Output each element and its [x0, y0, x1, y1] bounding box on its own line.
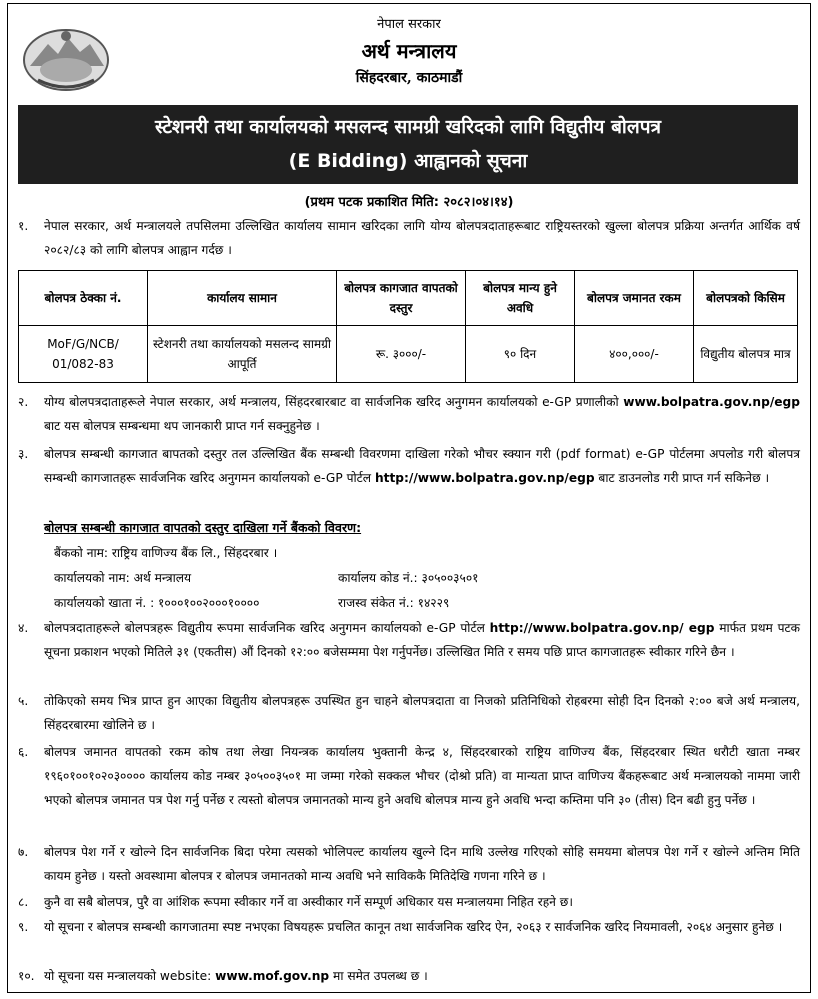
cell-item: स्टेशनरी तथा कार्यालयको मसलन्द सामग्री आपूर्ति — [148, 326, 337, 383]
cell-bid-type: विद्युतीय बोलपत्र मात्र — [694, 326, 798, 383]
egp-link[interactable]: www.bolpatra.gov.np/egp — [623, 395, 800, 409]
paragraph-number: १०. — [18, 969, 35, 983]
egp-link[interactable]: http://www.bolpatra.gov.np/ egp — [489, 621, 715, 635]
title-line-2: (E Bidding) आह्वानको सूचना — [288, 150, 528, 172]
ministry-name: अर्थ मन्त्रालय — [361, 39, 457, 63]
cell-doc-fee: रू. ३०००/- — [337, 326, 466, 383]
paragraph-text: मार्फत प्रथम पटक सूचना प्रकाशन भएको मितिले ३१ (एकतीस) औं दिनको १२:०० बजेसम्ममा पेश गर्नुपर्नेछ। उल्लिखित मिति र समय पछि प्राप्त कागजातहरू स्वीकार गरिने छैन । — [44, 621, 800, 659]
paragraph-number: २. — [18, 395, 29, 409]
office-name: कार्यालयको नाम: अर्थ मन्त्रालय — [54, 571, 192, 585]
paragraph-text: यो सूचना र बोलपत्र सम्बन्धी कागजातमा स्पष्ट नभएका विषयहरू प्रचलित कानून तथा सार्वजनिक खरिद ऐन, २०६३ र सार्वजनिक खरिद नियमावली, २०६४ अनुसार हुनेछ । — [44, 920, 783, 934]
paragraph-number: १. — [18, 219, 29, 233]
paragraph-text: बोलपत्रदाताहरूले बोलपत्रहरू विद्युतीय रूपमा सार्वजनिक खरिद अनुगमन कार्यालयको e-GP पोर्टल — [44, 621, 490, 635]
paragraph-text: कुनै वा सबै बोलपत्र, पुरै वा आंशिक रूपमा स्वीकार गर्ने वा अस्वीकार गर्ने सम्पूर्ण अधिकार यस मन्त्रालयमा निहित रहने छ। — [44, 895, 573, 909]
paragraph-text: यो सूचना यस मन्त्रालयको website: — [44, 969, 216, 983]
paragraph-text: बाट यस बोलपत्र सम्बन्धमा थप जानकारी प्राप्त गर्न सक्नुहुनेछ । — [44, 419, 320, 433]
ministry-location: सिंहदरबार, काठमाडौं — [355, 70, 463, 86]
table-header-row — [19, 271, 798, 326]
paragraph-number: ६. — [18, 745, 29, 759]
paragraph-text: नेपाल सरकार, अर्थ मन्त्रालयले तपसिलमा उल्लिखित कार्यालय सामान खरिदका लागि योग्य बोलपत्रदाताहरूबाट राष्ट्रियस्तरको खुल्ला बोलपत्र प्रक्रिया अन्तर्गत आर्थिक वर्ष २०८२/८३ को लागि बोलपत्र आह्वान गर्दछ । — [44, 219, 800, 257]
revenue-code: राजस्व संकेत नं.: १४२२९ — [338, 596, 450, 610]
mof-website-link[interactable]: www.mof.gov.np — [215, 969, 330, 983]
egp-link[interactable]: http://www.bolpatra.gov.np/egp — [374, 471, 595, 485]
notice-title-banner — [18, 105, 798, 184]
paragraph-6 — [18, 740, 800, 812]
col-security: बोलपत्र जमानत रकम — [575, 271, 694, 326]
paragraph-3 — [18, 442, 800, 490]
paragraph-number: ३. — [18, 447, 29, 461]
paragraph-text: तोकिएको समय भित्र प्राप्त हुन आएका विद्युतीय बोलपत्रहरू उपस्थित हुन चाहने बोलपत्रदाता वा निजको प्रतिनिधिको रोहबरमा सोही दिन दिनको २:०० बजे अर्थ मन्त्रालय, सिंहदरबारमा खोलिने छ । — [44, 694, 800, 732]
paragraph-number: ४. — [18, 621, 29, 635]
paragraph-text: मा समेत उपलब्ध छ । — [329, 969, 428, 983]
paragraph-number: ८. — [18, 895, 29, 909]
publication-date: (प्रथम पटक प्रकाशित मिति: २०८२।०४।१४) — [304, 195, 514, 210]
paragraph-2 — [18, 390, 800, 438]
paragraph-text: बोलपत्र पेश गर्ने र खोल्ने दिन सार्वजनिक बिदा परेमा त्यसको भोलिपल्ट कार्यालय खुल्ने दिन माथि उल्लेख गरिएको सोहि समयमा बोलपत्र पेश गर्ने र खोल्ने अन्तिम मिति कायम हुनेछ । यस्तो अवस्थामा बोलपत्र र बोलपत्र जमानतको मान्य अवधि भने साविककै मितिदेखि गणना गरिने छ । — [44, 845, 800, 883]
paragraph-5 — [18, 689, 800, 737]
col-item: कार्यालय सामान — [148, 271, 337, 326]
paragraph-1 — [18, 214, 800, 262]
paragraph-text: बाट डाउनलोड गरी प्राप्त गर्न सकिनेछ । — [594, 471, 770, 485]
office-code: कार्यालय कोड नं.: ३०५००३५०१ — [338, 571, 479, 585]
col-validity: बोलपत्र मान्य हुने अवधि — [466, 271, 575, 326]
title-line-1: स्टेशनरी तथा कार्यालयको मसलन्द सामग्री खरिदको लागि विद्युतीय बोलपत्र — [154, 116, 662, 138]
paragraph-4 — [18, 616, 800, 664]
paragraph-number: ७. — [18, 845, 29, 859]
paragraph-10 — [18, 964, 800, 988]
bank-details-heading: बोलपत्र सम्बन्धी कागजात वापतको दस्तुर दाखिला गर्ने बैंकको विवरण: — [44, 520, 362, 535]
paragraph-number: ९. — [18, 920, 29, 934]
paragraph-number: ५. — [18, 694, 29, 708]
cell-validity: ९० दिन — [466, 326, 575, 383]
paragraph-7 — [18, 840, 800, 888]
cell-security: ४००,०००/- — [575, 326, 694, 383]
col-bid-type: बोलपत्रको किसिम — [694, 271, 798, 326]
paragraph-9 — [18, 915, 800, 939]
col-doc-fee: बोलपत्र कागजात वापतको दस्तुर — [337, 271, 466, 326]
cell-contract-no: MoF/G/NCB/ 01/082-83 — [19, 326, 148, 383]
bid-table — [18, 270, 798, 383]
government-name: नेपाल सरकार — [377, 17, 441, 32]
col-contract-no: बोलपत्र ठेक्का नं. — [19, 271, 148, 326]
notice-page — [7, 3, 811, 993]
account-number: कार्यालयको खाता नं. : १०००१००२०००१०००० — [54, 596, 260, 610]
paragraph-text: बोलपत्र जमानत वापतको रकम कोष तथा लेखा नियन्त्रक कार्यालय भुक्तानी केन्द्र ४, सिंहदरबारको राष्ट्रिय वाणिज्य बैंक, सिंहदरबार स्थित धरौटी खाता नम्बर १९६०१००१०२०३०००० कार्यालय कोड नम्बर ३०५००३५०१ मा जम्मा गरेको सक्कल भौचर (दोश्रो प्रति) वा मान्यता प्राप्त वाणिज्य बैंकहरूबाट अर्थ मन्त्रालयको नाममा जारी भएको बोलपत्र जमानत पत्र पेश गर्नु पर्नेछ र त्यस्तो बोलपत्र जमानतको मान्य हुने अवधि बोलपत्र मान्य हुने अवधि भन्दा कम्तिमा पनि ३० (तीस) दिन बढी हुनु पर्नेछ । — [44, 745, 800, 807]
table-row — [19, 326, 798, 383]
paragraph-text: योग्य बोलपत्रदाताहरूले नेपाल सरकार, अर्थ मन्त्रालय, सिंहदरबारबाट वा सार्वजनिक खरिद अनुगमन कार्यालयको e-GP प्रणालीको — [44, 395, 624, 409]
paragraph-8 — [18, 890, 800, 914]
paragraph-text: बोलपत्र सम्बन्धी कागजात बापतको दस्तुर तल उल्लिखित बैंक सम्बन्धी विवरणमा दाखिला गरेको भौचर स्क्यान गरी (pdf format) e-GP पोर्टलमा अपलोड गरी बोलपत्र सम्बन्धी कागजातहरू सार्वजनिक खरिद अनुगमन कार्यालयको e-GP पोर्टल — [44, 447, 800, 485]
bank-name: बैंकको नाम: राष्ट्रिय वाणिज्य बैंक लि., सिंहदरबार । — [54, 546, 278, 560]
